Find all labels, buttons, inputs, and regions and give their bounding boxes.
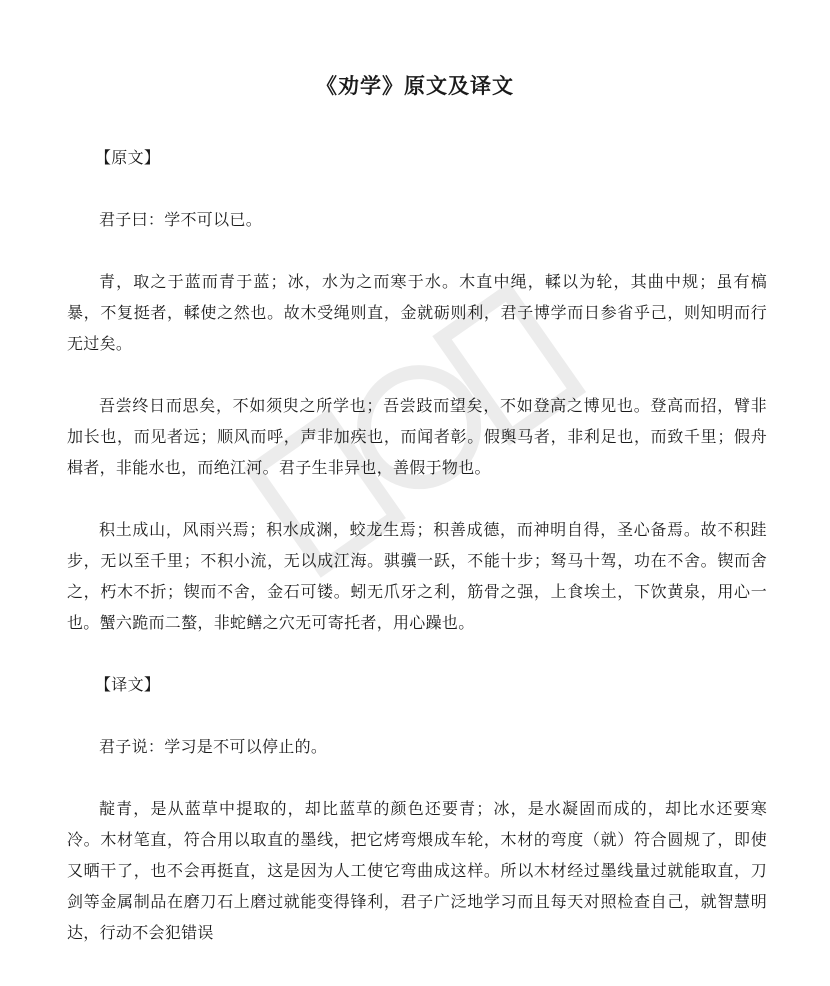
page-title: 《劝学》原文及译文 xyxy=(316,74,514,98)
translation-paragraph: 靛青，是从蓝草中提取的，却比蓝草的颜色还要青；冰，是水凝固而成的，却比水还要寒冷。木材笔直，符合用以取直的墨线，把它烤弯煨成车轮，木材的弯度（就）符合圆规了，即使又晒干了，也不会再挺直，这是因为人工使它弯曲成这样。所以木材经过墨线量过就能取直，刀剑等金属制品在磨刀石上磨过就能变得锋利，君子广泛地学习而且每天对照检查自己，就智慧明达，行动不会犯错误 xyxy=(67,799,767,942)
original-paragraph: 君子曰：学不可以已。 xyxy=(99,210,263,229)
original-paragraph: 青，取之于蓝而青于蓝；冰，水为之而寒于水。木直中绳，輮以为轮，其曲中规；虽有槁暴，不复挺者，輮使之然也。故木受绳则直，金就砺则利，君子博学而日参省乎己，则知明而行无过矣。 xyxy=(67,272,767,353)
document-body xyxy=(67,142,767,979)
original-paragraph: 吾尝终日而思矣，不如须臾之所学也；吾尝跂而望矣，不如登高之博见也。登高而招，臂非加长也，而见者远；顺风而呼，声非加疾也，而闻者彰。假舆马者，非利足也，而致千里；假舟楫者，非能水也，而绝江河。君子生非异也，善假于物也。 xyxy=(67,396,767,477)
original-heading: 【原文】 xyxy=(95,148,161,167)
original-paragraph: 积土成山，风雨兴焉；积水成渊，蛟龙生焉；积善成德，而神明自得，圣心备焉。故不积跬步，无以至千里；不积小流，无以成江海。骐骥一跃，不能十步；驽马十驾，功在不舍。锲而舍之，朽木不折；锲而不舍，金石可镂。蚓无爪牙之利，筋骨之强，上食埃土，下饮黄泉，用心一也。蟹六跪而二螯，非蛇鳝之穴无可寄托者，用心躁也。 xyxy=(67,520,767,632)
translation-heading: 【译文】 xyxy=(95,675,161,694)
translation-paragraph: 君子说：学习是不可以停止的。 xyxy=(99,737,328,756)
